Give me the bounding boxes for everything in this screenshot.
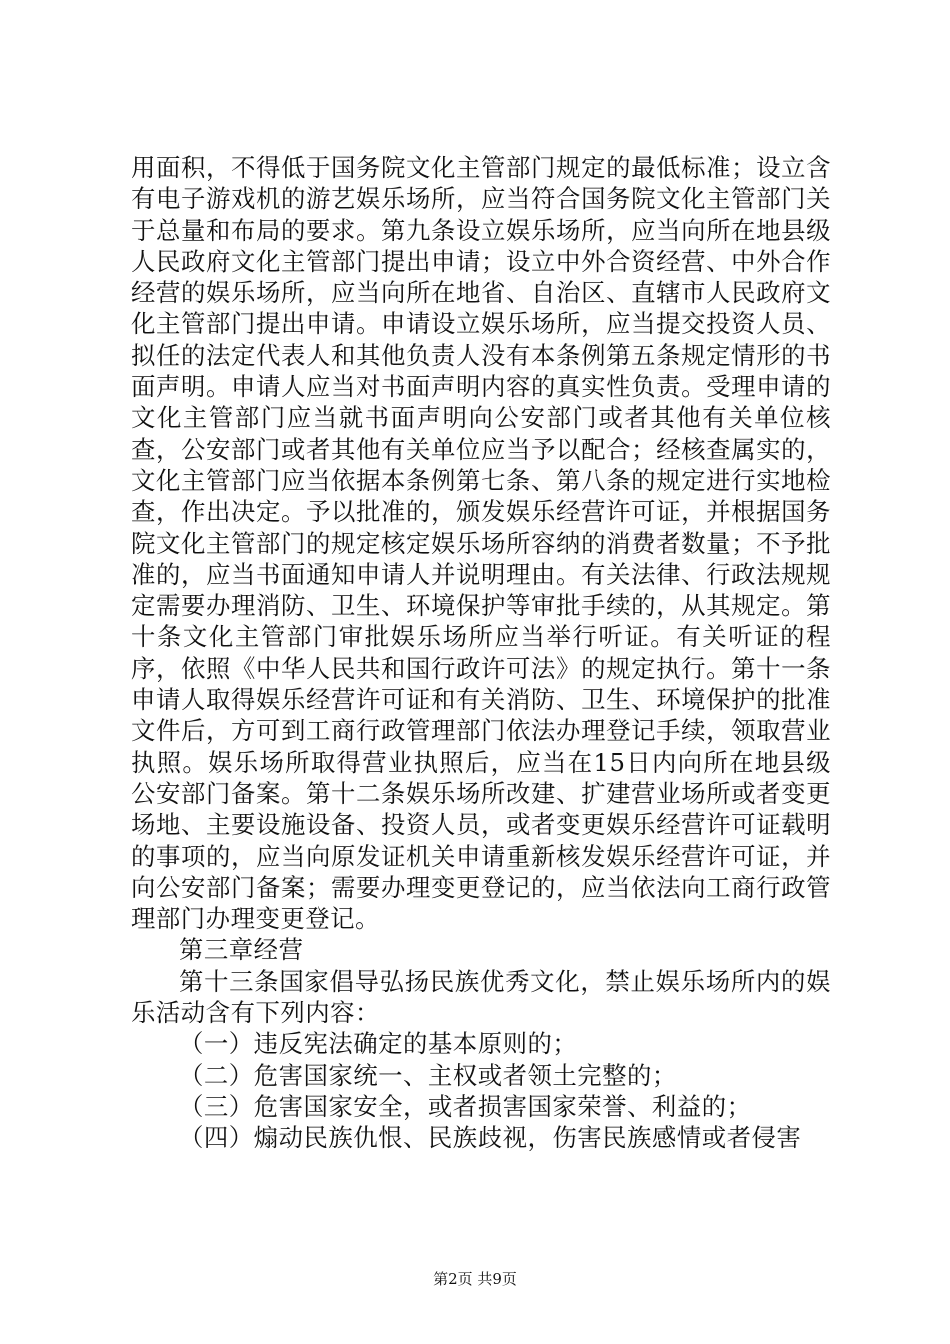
page-footer — [0, 1270, 950, 1288]
list-item: （一）违反宪法确定的基本原则的； — [179, 1029, 578, 1059]
body-paragraph-continuation: 用面积，不得低于国务院文化主管部门规定的最低标准；设立含有电子游戏机的游艺娱乐场所，应当符合国务院文化主管部门关于总量和布局的要求。第九条设立娱乐场所，应当向所在地县级人民政府文化主管部门提出申请；设立中外合资经营、中外合作经营的娱乐场所，应当向所在地省、自治区、直辖市人民政府文化主管部门提出申请。申请设立娱乐场所，应当提交投资人员、拟任的法定代表人和其他负责人没有本条例第五条规定情形的书面声明。申请人应当对书面声明内容的真实性负责。受理申请的文化主管部门应当就书面声明向公安部门或者其他有关单位核查，公安部门或者其他有关单位应当予以配合；经核查属实的，文化主管部门应当依据本条例第七条、第八条的规定进行实地检查，作出决定。予以批准的，颁发娱乐经营许可证，并根据国务院文化主管部门的规定核定娱乐场所容纳的消费者数量；不予批准的，应当书面通知申请人并说明理由。有关法律、行政法规规定需要办理消防、卫生、环境保护等审批手续的，从其规定。第十条文化主管部门审批娱乐场所应当举行听证。有关听证的程序，依照《中华人民共和国行政许可法》的规定执行。第十一条申请人取得娱乐经营许可证和有关消防、卫生、环境保护的批准文件后，方可到工商行政管理部门依法办理登记手续，领取营业执照。娱乐场所取得营业执照后，应当在15日内向所在地县级公安部门备案。第十二条娱乐场所改建、扩建营业场所或者变更场地、主要设施设备、投资人员，或者变更娱乐经营许可证载明的事项的，应当向原发证机关申请重新核发娱乐经营许可证，并向公安部门备案；需要办理变更登记的，应当依法向工商行政管理部门办理变更登记。 — [131, 153, 831, 934]
list-item: （二）危害国家统一、主权或者领土完整的； — [179, 1060, 677, 1090]
article-13-paragraph: 第十三条国家倡导弘扬民族优秀文化，禁止娱乐场所内的娱乐活动含有下列内容： — [131, 966, 831, 1028]
list-item: （四）煽动民族仇恨、民族歧视，伤害民族感情或者侵害 — [179, 1123, 802, 1153]
page-number: 第2页 共9页 — [433, 1270, 517, 1288]
document-body — [131, 152, 831, 1154]
list-item: （三）危害国家安全，或者损害国家荣誉、利益的； — [179, 1091, 752, 1121]
chapter-heading: 第三章经营 — [179, 935, 304, 965]
